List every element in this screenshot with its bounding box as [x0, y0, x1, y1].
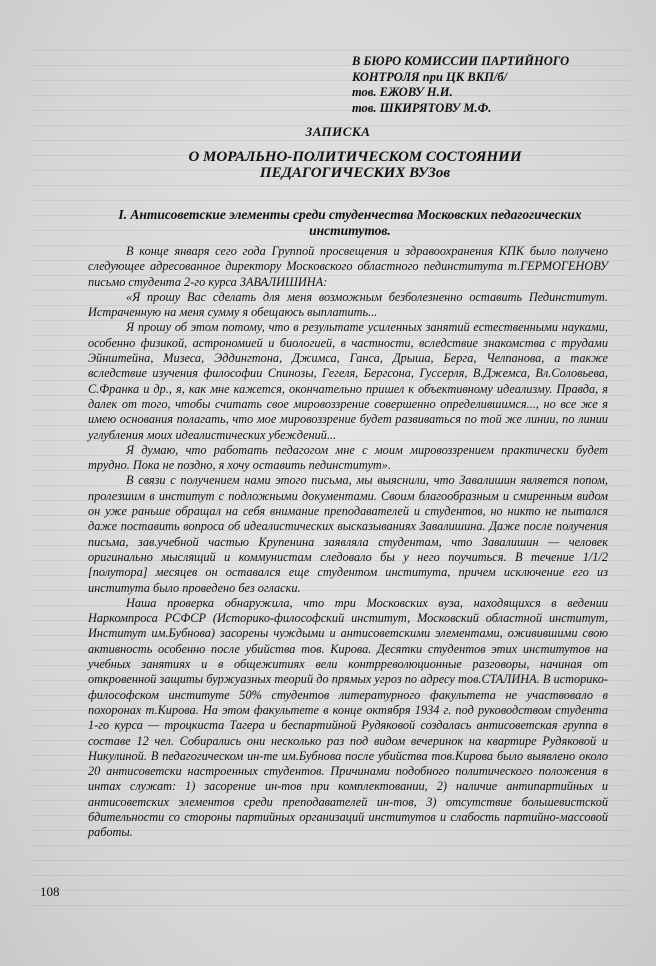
paragraph: В связи с получением нами этого письма, мы выяснили, что Завалишин является попом, пролезшим в институт с подложными документами. Своим благообразным и смиренным видом он уже раньше обращал на себя внимание преподавателей и студентов, но никто не пытался даже поставить вопроса об идеалистических высказываниях Завалишина. Даже после получения письма, зав.учебной частью Крупенина заявляла студентам, что Завалишин — человек оригинально мыслящий и коммунистам следовало бы у него поучиться. В течение 1/1/2 [полутора] месяцев он оставался еще студентом института, причем исключение его из института было проведено без огласки.	[88, 473, 608, 595]
page-number: 108	[40, 884, 60, 899]
addressee-line: КОНТРОЛЯ при ЦК ВКП/б/	[352, 69, 508, 84]
document-type-label: ЗАПИСКА	[305, 124, 371, 139]
paragraph: «Я прошу Вас сделать для меня возможным безболезненно оставить Пединститут. Истраченную на меня сумму я обещаюсь выплатить...	[88, 289, 608, 320]
paragraph: Наша проверка обнаружила, что три Московских вуза, находящихся в ведении Наркомпроса РСФСР (Историко-философский институт, Московский областной институт, Институт им.Бубнова) засорены чуждыми и антисоветскими элементами, оживившими свою активность особенно после убийства тов. Кирова. Десятки студентов этих институтов на учебных занятиях и в общежитиях вели контрреволюционные разговоры, начиная от откровенной защиты буржуазных теорий до прямых угроз по адресу тов.СТАЛИНА. В историко-философском институте 50% студентов литературного факультета не участвовало в похоронах т.Кирова. На этом факультете в конце октября 1934 г. под руководством студента 1-го курса — троцкиста Тагера и беспартийной Рудяковой создалась антисоветская группа в составе 12 чел. Собирались они несколько раз под видом вечеринок на квартире Рудяковой и Никулиной. В педагогическом ин-те им.Бубнова после убийства тов.Кирова было выявлено около 20 антисоветски настроенных студентов. Причинами подобного политического положения в интах служат: 1) засорение ин-тов при комплектовании, 2) наличие антипартийных и антисоветских элементов среди преподавателей ин-тов, 3) отсутствие большевистской бдительности со стороны партийных организаций институтов и слабость партийно-массовой работы.	[88, 595, 608, 840]
addressee-line: тов. ЕЖОВУ Н.И.	[352, 85, 453, 99]
paragraph: Я прошу об этом потому, что в результате усиленных занятий естественными науками, особенно физикой, астрономией и биологией, в частности, вследствие знакомства с трудами Эйнштейна, Мизеса, Эддингтона, Джимса, Ганса, Дрыша, Берга, Челпанова, а также вследствие изучения философии Спинозы, Гегеля, Бергсона, Гуссерля, В.Джемса, Вл.Соловьева, С.Франка и др., я, как мне кажется, окончательно пришел к объективному идеализму. Правда, я далек от того, чтобы считать свое мировоззрение совершенно определившимся..., но все же я имею основания полагать, что мое мировоззрение будет развиваться по той же линии, по линии углубления моих идеалистических убеждений...	[88, 320, 608, 442]
paragraph: В конце января сего года Группой просвещения и здравоохранения КПК было получено следующее адресованное директору Московского областного пединститута т.ГЕРМОГЕНОВУ письмо студента 2-го курса ЗАВАЛИШИНА:	[88, 244, 608, 289]
paragraph: Я думаю, что работать педагогом мне с моим мировоззрением практически будет трудно. Пока не поздно, я хочу оставить пединститут».	[88, 442, 608, 473]
document-title: О МОРАЛЬНО-ПОЛИТИЧЕСКОМ СОСТОЯНИИ ПЕДАГОГИЧЕСКИХ ВУЗов	[188, 149, 522, 181]
section-heading: I. Антисоветские элементы среди студенчества Московских педагогических институтов.	[118, 207, 582, 238]
addressee-line: тов. ШКИРЯТОВУ М.Ф.	[352, 100, 492, 115]
document-type	[0, 124, 656, 140]
document-body	[88, 244, 608, 841]
addressee-line: В БЮРО КОМИССИИ ПАРТИЙНОГО	[352, 54, 570, 68]
addressee-block	[352, 54, 569, 116]
